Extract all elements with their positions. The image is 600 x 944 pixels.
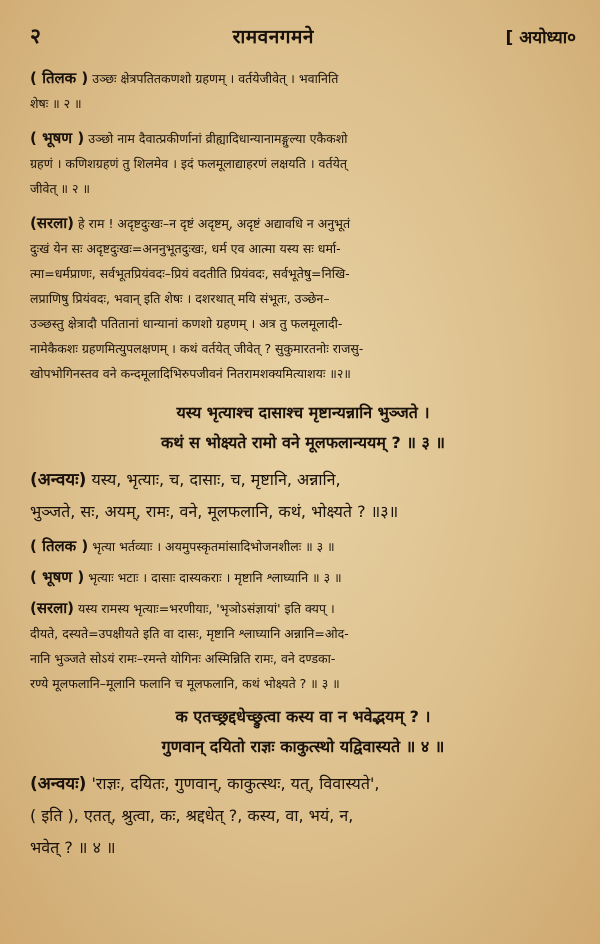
anvaya-label: (अन्वयः) (30, 774, 87, 794)
verse-4 (30, 702, 576, 762)
commentary-text: शेषः ॥ २ ॥ (30, 96, 82, 111)
sarala-commentary-3 (30, 596, 576, 696)
verse-line: यस्य भृत्याश्च दासाश्च मृष्टान्यन्नानि भुञ्जते । (176, 403, 430, 422)
page-number: २ (30, 24, 41, 48)
commentary-label: ( तिलक ) (30, 69, 89, 87)
anvaya-4 (30, 768, 576, 864)
sarala-commentary-2 (30, 211, 576, 386)
commentary-text: लप्राणिषु प्रियंवदः, भवान् इति शेषः । दशरथात् मयि संभूतः, उञ्छेन– (30, 291, 330, 306)
verse-3 (30, 398, 576, 458)
commentary-text: ग्रहणं । कणिशग्रहणं तु शिलमेव । इदं फलमूलाद्याहरणं लक्षयति । वर्तयेत् (30, 156, 348, 171)
commentary-text: नानि भुञ्जते सोऽयं रामः–रमन्ते योगिनः अस्मिन्निति रामः, वने दण्डका- (30, 651, 336, 666)
commentary-text: खोपभोगिनस्तव वने कन्दमूलादिभिरुपजीवनं नितरामशक्यमित्याशयः ॥२॥ (30, 366, 351, 381)
commentary-label: (सरला) (30, 599, 75, 617)
anvaya-text: भुञ्जते, सः, अयम्, रामः, वने, मूलफलानि, कथं, भोक्ष्यते ? ॥३॥ (30, 502, 399, 521)
anvaya-text: 'राज्ञः, दयितः, गुणवान्, काकुत्स्थः, यत्, विवास्यते', (91, 774, 380, 793)
verse-line: क एतच्छ्रद्दधेच्छ्रुत्वा कस्य वा न भवेद्भयम् ? । (175, 707, 431, 726)
commentary-text: जीवेत् ॥ २ ॥ (30, 181, 90, 196)
commentary-label: (सरला) (30, 214, 75, 232)
anvaya-text: भवेत् ? ॥ ४ ॥ (30, 838, 116, 857)
commentary-text: उञ्छः क्षेत्रपतितकणशो ग्रहणम् । वर्तयेजीवेत् । भवानिति (92, 71, 339, 86)
commentary-text: भृत्या भर्तव्याः । अयमुपस्कृतमांसादिभोजनशीलः ॥ ३ ॥ (92, 539, 335, 554)
bhushan-commentary-3 (30, 565, 576, 590)
commentary-label: ( भूषण ) (30, 129, 85, 147)
running-title: रामवनगमने (232, 26, 314, 48)
tilak-commentary-3 (30, 534, 576, 559)
bhushan-commentary-2 (30, 126, 576, 201)
commentary-text: दुःखं येन सः अदृष्टदुःखः=अननुभूतदुःखः, धर्म एव आत्मा यस्य सः धर्मा- (30, 241, 341, 256)
commentary-label: ( तिलक ) (30, 537, 89, 555)
anvaya-text: ( इति ), एतत्, श्रुत्वा, कः, श्रद्दधेत् ?, कस्य, वा, भयं, न, (30, 806, 354, 825)
section-name: [ अयोध्या० (505, 28, 576, 48)
commentary-text: रण्ये मूलफलानि–मूलानि फलानि च मूलफलानि, कथं भोक्ष्यते ? ॥ ३ ॥ (30, 676, 340, 691)
tilak-commentary-2 (30, 66, 576, 116)
commentary-label: ( भूषण ) (30, 568, 85, 586)
commentary-text: भृत्याः भटाः । दासाः दास्यकराः । मृष्टानि श्लाघ्यानि ॥ ३ ॥ (88, 570, 342, 585)
page-header (30, 22, 576, 56)
anvaya-text: यस्य, भृत्याः, च, दासाः, च, मृष्टानि, अन्नानि, (91, 470, 341, 489)
commentary-text: हे राम ! अदृष्टदुःखः–न दृष्टं अदृष्टम्, अदृष्टं अद्यावधि न अनुभूतं (78, 216, 351, 231)
commentary-text: उञ्छस्तु क्षेत्रादौ पतितानां धान्यानां कणशो ग्रहणम् । अत्र तु फलमूलादी- (30, 316, 343, 331)
commentary-text: त्मा=धर्मप्राणः, सर्वभूतप्रियंवदः–प्रियं वदतीति प्रियंवदः, सर्वभूतेषु=निखि- (30, 266, 350, 281)
commentary-text: उञ्छो नाम दैवात्प्रकीर्णानां व्रीह्यादिधान्यानामङ्गुल्या एकैकशो (88, 131, 348, 146)
commentary-text: यस्य रामस्य भृत्याः=भरणीयाः, 'भृञोऽसंज्ञायां' इति क्यप् । (78, 601, 335, 616)
verse-line: कथं स भोक्ष्यते रामो वने मूलफलान्ययम् ? ॥ ३ ॥ (161, 433, 445, 452)
anvaya-3 (30, 464, 576, 528)
commentary-text: दीयते, दस्यते=उपक्षीयते इति वा दासः, मृष्टानि श्लाघ्यानि अन्नानि=ओद- (30, 626, 349, 641)
verse-line: गुणवान् दयितो राज्ञः काकुत्स्थो यद्विवास्यते ॥ ४ ॥ (161, 737, 445, 756)
anvaya-label: (अन्वयः) (30, 470, 87, 490)
commentary-text: नामेकैकशः ग्रहणमित्युपलक्षणम् । कथं वर्तयेत् जीवेत् ? सुकुमारतनोः राजसु- (30, 341, 364, 356)
